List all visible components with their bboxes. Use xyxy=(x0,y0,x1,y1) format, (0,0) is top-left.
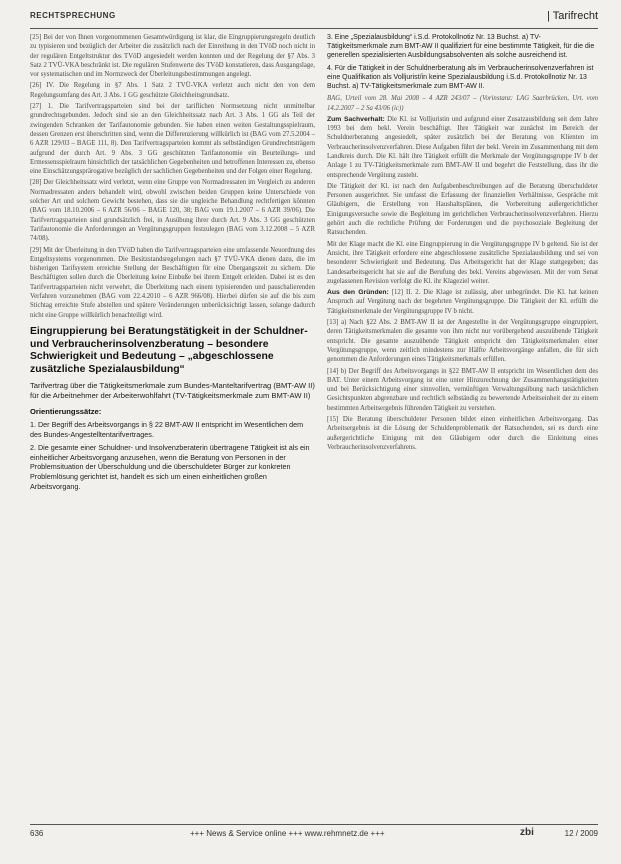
paragraph-text: [12] II. 2. Die Klage ist zulässig, aber unbegründet. Die Kl. hat keinen Anspruch auf Vergütung nach der begehrten Vergütungsgruppe. Die Tätigkeit der Kl. erfüllt die Tätigkeitsmerkmale der Vergütungsgruppe IV b nicht. xyxy=(327,289,598,315)
orientation-point: 4. Für die Tätigkeit in der Schuldnerberatung als im Verbraucherinsolvenzverfahren ist eine Qualifikation als Volljurist/in keine Spezialausbildung i.S.d. Protokollnotiz Nr. 13 Buchst. a) TV-Tätigkeitsmerkmale zum BMT-AW II. xyxy=(327,64,594,91)
paragraph xyxy=(327,115,598,180)
court-citation: BAG, Urteil vom 28. Mai 2008 – 4 AZR 243/07 – (Vorinstanz: LAG Saarbrücken, Urt. vom 14.2.2007 – 2 Sa 43/06 (ic)) xyxy=(327,95,598,112)
orientation-point: 1. Der Begriff des Arbeitsvorgangs in § 22 BMT-AW II entspricht im Wesentlichen dem des Bundes-Angestelltentarifvertrages. xyxy=(30,420,304,440)
paragraph: [28] Der Gleichheitssatz wird verletzt, wenn eine Gruppe von Normadressaten im Vergleich zu anderen Normadressaten anders behandelt wird, obwohl zwischen beiden Gruppen keine Unterschiede von solcher Art und solchem Gewicht bestehen, dass sie die ungleiche Behandlung rechtfertigen könnten (BAG vom 18.10.2006 – 6 AZR 56/06 – BAGE 120, 38; BAG vom 19.1.2007 – 6 AZR 39/06). Die Tarifvertragsparteien sind grundsätzlich frei, in Ausübung ihrer durch Art. 9 Abs. 3 GG geschützten Tarifautonomie die Anforderungen an Vergütungsgruppen festzulegen (BAG vom 3.12.2008 – 5 AZR 74/08). xyxy=(30,179,315,243)
right-column xyxy=(327,33,598,454)
section-label: | Tarifrecht xyxy=(547,10,598,22)
paragraph-text: Mit der Klage macht die Kl. eine Eingruppierung in die Vergütungsgruppe IV b geltend. Sie ist der Ansicht, ihre Tätigkeit erfordere eine abgeschlossene zusätzliche Spezialausbildung und sei von besonderer Schwierigkeit und Bedeutung. Das Arbeitsgericht hat der Klage stattgegeben; das Landesarbeitsgericht hat sie auf die Berufung des bekl. Vereins abgewiesen. Mit der vom Senat zugelassenen Revision verfolgt die Kl. ihr Klageziel weiter. xyxy=(327,240,598,285)
paragraph xyxy=(327,415,598,452)
orientation-point: 3. Eine „Spezialausbildung“ i.S.d. Protokollnotiz Nr. 13 Buchst. a) TV-Tätigkeitsmerkmale zum BMT-AW II qualifiziert für eine bestimmte Tätigkeit, für die die generellen spezialisierten Ausbildungsabsolventen als solche ausreichend ist. xyxy=(327,34,595,60)
paragraph-lead: Zum Sachverhalt: xyxy=(327,115,385,123)
paragraph-text: [14] b) Der Begriff des Arbeitsvorgangs in §22 BMT-AW II entspricht im Wesentlichen dem des BAT. Unter einem Arbeitsvorgang ist eine unter Hinzurechnung der Zusammenhangstätigkeiten und bei Berücksichtigung einer sinnvollen, vernünftigen Verwaltungsübung nach tatsächlichen Gesichtspunkten abgrenzbare und rechtlich selbständig zu bewertende Arbeitseinheit der zu einem bestimmten Arbeitsergebnis führenden Tätigkeit zu verstehen. xyxy=(327,367,598,412)
paragraph xyxy=(327,318,598,364)
paragraph: [29] Mit der Überleitung in den TVöD haben die Tarifvertragsparteien eine umfassende Neuordnung des Entgeltsystems vorgenommen. Die Besitzstandsregelungen nach §7 TVÜ-VKA dienen dazu, die im bisherigen Tarifsystem erreichte Stellung der Beschäftigten für eine Übergangszeit zu sichern. Die Beschäftigten sollen durch die Überleitung keine Einbuße bei ihrem Entgelt erleiden. Dabei ist es den Tarifvertragsparteien nicht verwehrt, die Überleitung nach einem typisierenden und pauschalierenden Verfahren vorzunehmen (BAG vom 22.4.2010 – 6 AZR 966/08). Hierbei dürfen sie auf die bis zum Stichtag erreichte Stufe abstellen und spätere Veränderungen unberücksichtigt lassen, solange dadurch nicht eine Gruppe willkürlich benachteiligt wird. xyxy=(30,246,315,319)
page-header xyxy=(30,10,598,29)
left-column xyxy=(30,33,315,495)
paragraph-lead: Aus den Gründen: xyxy=(327,289,389,297)
paragraph-text: Die Tätigkeit der Kl. ist nach den Aufgabenbeschreibungen auf die Beratung überschuldeter Personen ausgerichtet. Sie umfasst die Erfassung der finanziellen Verhältnisse, Gespräche mit Gläubigern, die Erstellung von Haushaltsplänen, die Vorbereitung außergerichtlicher Einigungsversuche sowie die Begleitung im gerichtlichen Verbraucherinsolvenzverfahren. Hierzu gehört auch die rechtliche Prüfung der Forderungen und die psychosoziale Begleitung der Ratsuchenden. xyxy=(327,182,598,237)
paragraph-text: [15] Die Beratung überschuldeter Personen bildet einen einheitlichen Arbeitsvorgang. Das Arbeitsergebnis ist die Lösung der Schuldenproblematik der Ratsuchenden, sei es durch eine außergerichtliche Einigung mit den Gläubigern oder durch die Einleitung eines Verbraucherinsolvenzverfahrens. xyxy=(327,416,598,451)
paragraph xyxy=(327,240,598,286)
issue-number: 12 / 2009 xyxy=(564,829,598,838)
paragraph: [26] IV. Die Regelung in §7 Abs. 1 Satz 2 TVÜ-VKA verletzt auch nicht den von dem Regelungsumfang des Art. 3 Abs. 1 GG geschützte Gleichheitsgrundsatz. xyxy=(30,82,315,99)
paragraph-text: [13] a) Nach §22 Abs. 2 BMT-AW II ist der Angestellte in der Vergütungsgruppe eingruppiert, deren Tätigkeitsmerkmalen die gesamte von ihm nicht nur vorübergehend auszuübende Tätigkeit entspricht. Die gesamte auszuübende Tätigkeit entspricht den Tätigkeitsmerkmalen einer Vergütungsgruppe, wenn zeitlich mindestens zur Hälfte Arbeitsvorgänge anfallen, die für sich genommen die Anforderungen eines Tätigkeitsmerkmals erfüllen. xyxy=(327,319,598,364)
page-number: 636 xyxy=(30,829,44,838)
orientation-point: 2. Die gesamte einer Schuldner- und Insolvenzberaterin übertragene Tätigkeit ist als ein einheitlicher Arbeitsvorgang anzusehen, wenn die Beratung von Personen in der Problemsituation der Überschuldung und die überschuldeter Bürger zur konkreten Problemlösung gerichtet ist, handelt es sich um einen einheitlichen großen Arbeitsvorgang. xyxy=(30,442,310,492)
paragraph xyxy=(327,288,598,316)
page-footer xyxy=(30,824,598,841)
paragraph-text: Die Kl. ist Volljuristin und aufgrund einer Zusatzausbildung seit dem Jahre 1993 bei dem bekl. Verein beschäftigt. Ihre Tätigkeit war zunächst im Bereich der Schuldnerberatung angesiedelt, später zusätzlich bei der Beratung von Klienten im Verbraucherinsolvenzverfahren. Diese Aufgaben führt der bekl. Verein im Zusammenhang mit dem Landkreis durch. Die Kl. hält ihre Tätigkeit erfüllt die Merkmale der Vergütungsgruppe IV b der Anlage 1 zu TV-Tätigkeitsmerkmale zum BMT-AW II und begehrt die Feststellung, dass ihr die entsprechende Vergütung zusteht. xyxy=(327,115,598,179)
journal-logo: zbi xyxy=(520,827,534,838)
rubric-label: RECHTSPRECHUNG xyxy=(30,11,116,20)
paragraph: [25] Bei der von Ihnen vorgenommenen Gesamtwürdigung ist klar, die Eingruppierungsregeln deutlich zu typisieren und bezüglich der Arbeiter die zusätzlich nach der Einreihung in den TVöD noch nicht in der regulären Entgeltstruktur des TVöD angesiedelt werden konnten und der Regelung der §7 Abs. 3 Satz 2 TVÜ-VKA beschränkt ist. Die regulären Stufenwerte des TVöD konstatieren, dass Ausgangslage, vor systematischen und im Normzweck der Überleitungsbestimmungen angelegt. xyxy=(30,34,315,79)
paragraph xyxy=(327,182,598,238)
footer-website: +++ News & Service online +++ www.rehmnetz.de +++ xyxy=(190,829,385,838)
paragraph: [27] 1. Die Tarifvertragsparteien sind bei der tariflichen Normsetzung nicht unmittelbar grundrechtsgebunden. Jedoch sind sie an den Gleichheitssatz nach Art. 3 Abs. 1 GG als Teil der zwingenden Schranken der Tarifautonomie gebunden. Sie haben einen weiten Gestaltungsspielraum, dessen Grenzen erst überschritten sind, wenn die Differenzierung willkürlich ist (BAG vom 27.5.2004 – 6 AZR 129/03 – BAGE 111, 8). Den Tarifvertragsparteien kommt als selbständigen Grundrechtsträgern aufgrund der durch Art. 9 Abs. 3 GG geschützten Tarifautonomie ein Beurteilungs- und Ermessensspielraum hinsichtlich der tatsächlichen Gegebenheiten und betroffenen Interessen zu, ebenso eine Einschätzungsprärogative bezüglich der sachlichen Gegebenheiten und der Folgen einer Regelung. xyxy=(30,103,315,176)
article-title: Eingruppierung bei Beratungstätigkeit in der Schuldner- und Verbraucherinsolvenzberatung – besondere Schwierigkeit und Bedeutung – „abgeschlossene zusätzliche Spezialausbildung“ xyxy=(30,325,308,375)
paragraph xyxy=(327,367,598,413)
article-subtitle: Tarifvertrag über die Tätigkeitsmerkmale zum Bundes-Manteltarifvertrag (BMT-AW II) für die Arbeitnehmer der Arbeiterwohlfahrt (TV-Tätigkeitsmerkmale zum BMT-AW II) xyxy=(30,381,315,401)
orientation-heading: Orientierungssätze: xyxy=(30,407,102,417)
